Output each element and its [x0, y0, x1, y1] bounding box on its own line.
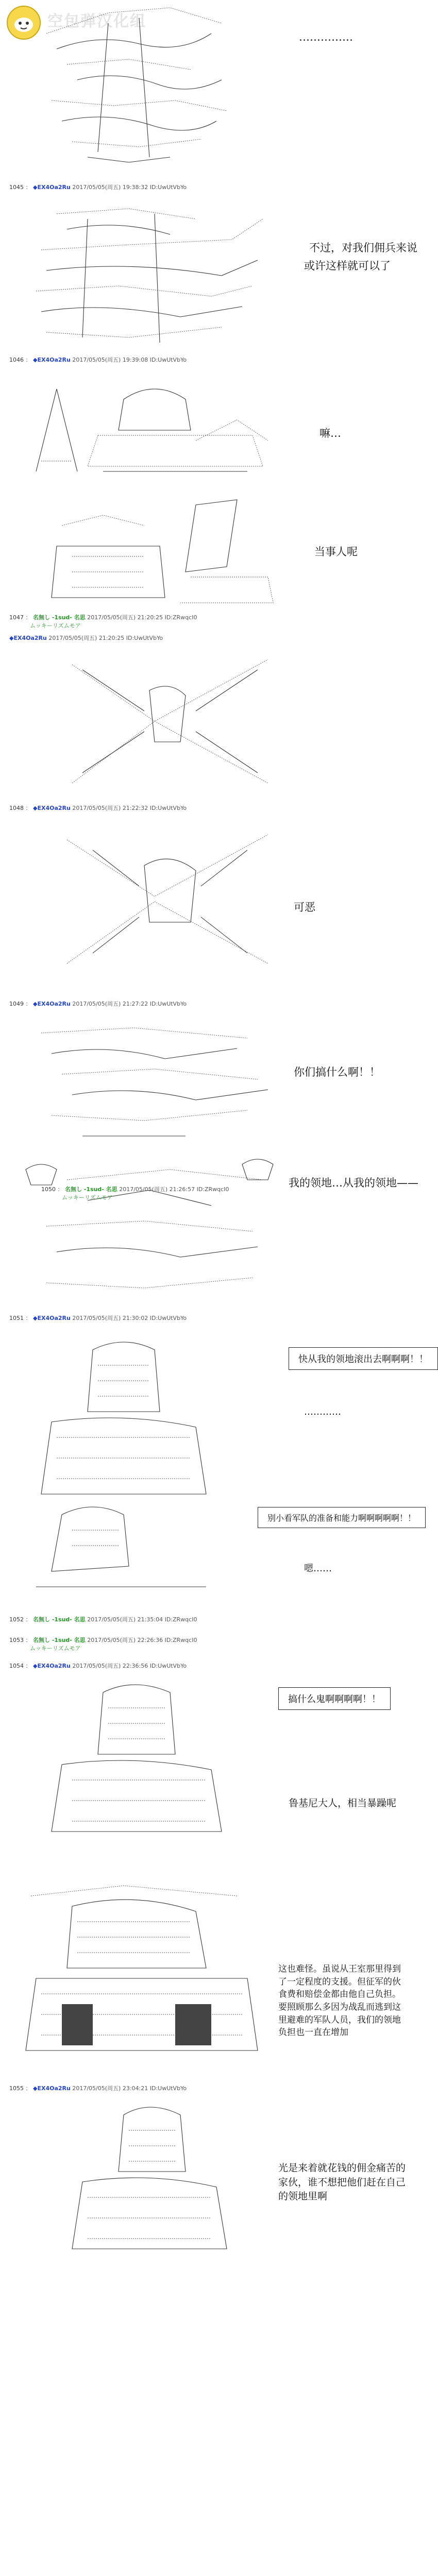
- post-header: [9, 634, 163, 642]
- post-info: 2017/05/05(周五) 19:38:32 ID:UwUtVbYo: [72, 184, 187, 191]
- post-info: 2017/05/05(周五) 21:20:25 ID:UwUtVbYo: [48, 635, 163, 641]
- post-header: 1051 ： ◆EX4Oa2Ru 2017/05/05(周五) 21:30:02 ID:UwUtVbYo: [9, 1315, 187, 1321]
- dialog-line: 当事人呢: [314, 546, 358, 558]
- dialog-line: 你们搞什么啊！！: [294, 1066, 380, 1078]
- post-number: 1053: [9, 1637, 24, 1643]
- dialog-line: 嗯……: [304, 1563, 332, 1574]
- ascii-art-panel-2: [26, 198, 268, 348]
- post-info: 2017/05/05(周五) 21:22:32 ID:UwUtVbYo: [72, 805, 187, 811]
- ascii-art-panel-3: [21, 368, 278, 487]
- ascii-art-panel-5: [52, 649, 289, 793]
- dialog-ellipsis: …………: [304, 1406, 341, 1417]
- post-header: 1054 ： ◆EX4Oa2Ru 2017/05/05(周五) 22:36:56 ID:UwUtVbYo: [9, 1663, 187, 1669]
- post-sub: ムッキーリズムモア: [30, 1645, 81, 1652]
- dialog-line: 可恶: [294, 901, 315, 913]
- poster-name: ◆EX4Oa2Ru: [33, 805, 71, 811]
- post-number: 1050: [41, 1186, 56, 1193]
- post-number: 1055: [9, 2085, 24, 2092]
- ascii-art-panel-9: [21, 1329, 227, 1597]
- poster-name: ◆EX4Oa2Ru: [33, 184, 71, 191]
- post-info: 2017/05/05(周五) 21:30:02 ID:UwUtVbYo: [72, 1315, 187, 1321]
- post-header: 1045 ： ◆EX4Oa2Ru 2017/05/05(周五) 19:38:32 ID:UwUtVbYo: [9, 184, 187, 191]
- dialog-line: 不过，对我们佣兵来说: [309, 242, 417, 254]
- post-number: 1045: [9, 184, 24, 191]
- post-header: 1046 ： ◆EX4Oa2Ru 2017/05/05(周五) 19:39:08 ID:UwUtVbYo: [9, 357, 187, 363]
- poster-name: ◆EX4Oa2Ru: [33, 1001, 71, 1007]
- dialog-shout: 搞什么鬼啊啊啊啊！！: [278, 1687, 391, 1710]
- dialog-line: 嘛…: [319, 427, 341, 439]
- post-header: 1053 ： 名無し -1sud- 名思 2017/05/05(周五) 22:26:36 ID:ZRwqcI0 ムッキーリズムモア: [9, 1637, 197, 1652]
- ascii-art-panel-4: [41, 495, 278, 608]
- post-header: 1050 ： 名無し -1sud- 名思 2017/05/05(周五) 21:26:57 ID:ZRwqcI0 ムッキーリズムモア: [41, 1186, 229, 1201]
- post-header: 1047 ： 名無し -1sud- 名思 2017/05/05(周五) 21:20:25 ID:ZRwqcI0 ムッキーリズムモア: [9, 614, 197, 629]
- ascii-art-panel-10: [31, 1677, 247, 1837]
- poster-name: ◆EX4Oa2Ru: [33, 1315, 71, 1321]
- post-number: 1049: [9, 1001, 24, 1007]
- post-number: 1048: [9, 805, 24, 811]
- ascii-art-panel-11: [21, 1875, 263, 2061]
- dialog-paragraph: 这也难怪。虽说从王室那里得到了一定程度的支援。但征军的伙食费和赔偿金都由他自己负担。要照顾那么多因为战乱而逃到这里避难的军队人员，我们的领地负担也一直在增加: [278, 1964, 401, 2038]
- poster-name: 名無し -1sud- 名思: [33, 1637, 86, 1643]
- ascii-art-panel-7: [31, 1012, 278, 1141]
- dialog-ellipsis: ……………: [299, 31, 353, 43]
- dialog-line: 鲁基尼大人，相当暴躁呢: [289, 1798, 397, 1809]
- ascii-art-panel-1: [36, 3, 242, 173]
- poster-name: ◆EX4Oa2Ru: [33, 1663, 71, 1669]
- post-info: 2017/05/05(周五) 21:35:04 ID:ZRwqcI0: [87, 1616, 197, 1623]
- poster-name: 名無し -1sud- 名思: [65, 1186, 117, 1193]
- post-sub: ムッキーリズムモア: [30, 622, 81, 629]
- post-info: 2017/05/05(周五) 21:26:57 ID:ZRwqcI0: [119, 1186, 229, 1193]
- dialog-paragraph: 光是来着就花钱的佣金痛苦的家伙，谁不想把他们赶在自己的领地里啊: [278, 2162, 406, 2202]
- post-info: 2017/05/05(周五) 23:04:21 ID:UwUtVbYo: [72, 2085, 187, 2092]
- ascii-art-panel-6: [52, 819, 289, 974]
- post-info: 2017/05/05(周五) 22:26:36 ID:ZRwqcI0: [87, 1637, 197, 1643]
- watermark: 空包弹汉化组: [47, 12, 146, 30]
- poster-name: 名無し -1sud- 名思: [33, 614, 86, 621]
- poster-name: ◆EX4Oa2Ru: [33, 357, 71, 363]
- ascii-art-panel-12: [52, 2099, 247, 2254]
- post-sub: ムッキーリズムモア: [62, 1194, 113, 1201]
- post-info: 2017/05/05(周五) 22:36:56 ID:UwUtVbYo: [72, 1663, 187, 1669]
- poster-name: ◆EX4Oa2Ru: [33, 2085, 71, 2092]
- dialog-shout: 别小看军队的准备和能力啊啊啊啊啊！！: [258, 1507, 426, 1528]
- post-header: 1049 ： ◆EX4Oa2Ru 2017/05/05(周五) 21:27:22 ID:UwUtVbYo: [9, 1001, 187, 1007]
- post-number: 1054: [9, 1663, 24, 1669]
- post-number: 1051: [9, 1315, 24, 1321]
- post-header: 1048 ： ◆EX4Oa2Ru 2017/05/05(周五) 21:22:32 ID:UwUtVbYo: [9, 805, 187, 811]
- poster-name: ◆EX4Oa2Ru: [9, 635, 47, 641]
- dialog-line: 我的领地…从我的领地——: [289, 1177, 418, 1189]
- poster-name: 名無し -1sud- 名思: [33, 1616, 86, 1623]
- post-number: 1047: [9, 614, 24, 621]
- post-header: 1055 ： ◆EX4Oa2Ru 2017/05/05(周五) 23:04:21 ID:UwUtVbYo: [9, 2085, 187, 2092]
- post-info: 2017/05/05(周五) 21:20:25 ID:ZRwqcI0: [87, 614, 197, 621]
- post-header: 1052 ： 名無し -1sud- 名思 2017/05/05(周五) 21:35:04 ID:ZRwqcI0: [9, 1616, 197, 1623]
- dialog-shout: 快从我的领地滚出去啊啊啊！！: [289, 1347, 438, 1370]
- dialog-line: 或许这样就可以了: [304, 260, 391, 272]
- post-info: 2017/05/05(周五) 21:27:22 ID:UwUtVbYo: [72, 1001, 187, 1007]
- post-info: 2017/05/05(周五) 19:39:08 ID:UwUtVbYo: [72, 357, 187, 363]
- post-number: 1052: [9, 1616, 24, 1623]
- ascii-art-panel-8: [15, 1149, 289, 1303]
- post-number: 1046: [9, 357, 24, 363]
